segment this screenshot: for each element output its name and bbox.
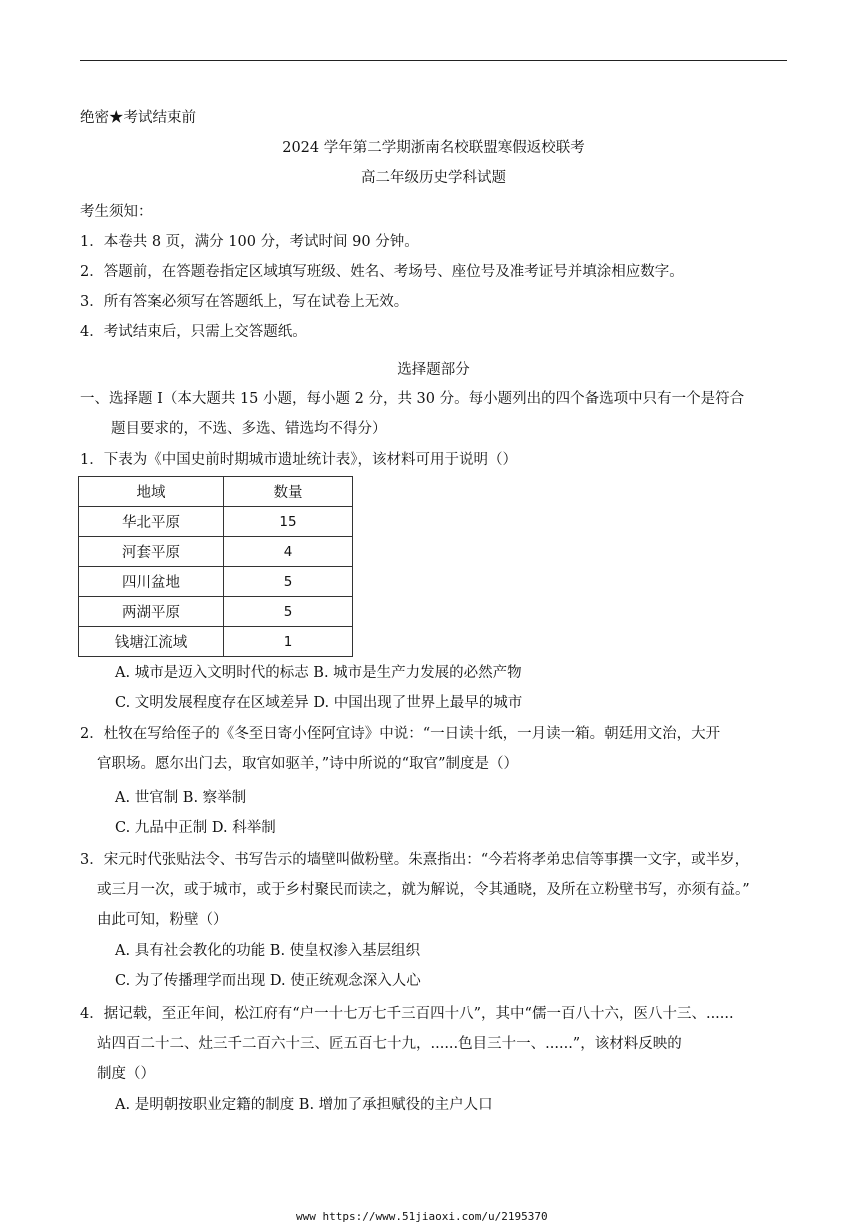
table-cell-region: 钱塘江流域 <box>79 627 224 657</box>
table-row <box>79 507 353 537</box>
footer-url: www https://www.51jiaoxi.com/u/2195370 <box>296 1210 548 1223</box>
table-header-cell: 数量 <box>224 477 353 507</box>
table-cell-region: 河套平原 <box>79 537 224 567</box>
q3-stem: 3．宋元时代张贴法令、书写告示的墙壁叫做粉壁。朱熹指出：“今若将孝弟忠信等事撰一文字，或半岁， <box>80 852 750 868</box>
q3-stem-cont: 由此可知，粉壁（） <box>97 912 228 928</box>
table-cell-region: 两湖平原 <box>79 597 224 627</box>
instruction-item: 3．所有答案必须写在答题纸上，写在试卷上无效。 <box>80 294 409 310</box>
table-header-cell: 地域 <box>79 477 224 507</box>
exam-title: 2024 学年第二学期浙南名校联盟寒假返校联考 <box>282 140 585 156</box>
q3-options: C. 为了传播理学而出现 D. 使正统观念深入人心 <box>115 973 421 989</box>
section-intro-cont: 题目要求的，不选、多选、错选均不得分） <box>111 421 387 437</box>
q2-options: C. 九品中正制 D. 科举制 <box>115 820 276 836</box>
table-header-row <box>79 477 353 507</box>
table-row <box>79 567 353 597</box>
q2-stem-cont: 官职场。愿尔出门去，取官如驱羊，”诗中所说的“取官”制度是（） <box>97 756 518 772</box>
q3-options: A. 具有社会教化的功能 B. 使皇权渗入基层组织 <box>115 943 421 959</box>
table-cell-count: 1 <box>224 627 353 657</box>
q4-stem-cont: 站四百二十二、灶三千二百六十三、匠五百七十九，......色目三十一、......”，该材料反映的 <box>97 1036 682 1052</box>
exam-subtitle: 高二年级历史学科试题 <box>361 170 506 186</box>
table-row <box>79 627 353 657</box>
instruction-item: 4．考试结束后，只需上交答题纸。 <box>80 324 307 340</box>
table-cell-count: 5 <box>224 597 353 627</box>
confidential-label: 绝密★考试结束前 <box>80 110 196 126</box>
q1-options: A. 城市是迈入文明时代的标志 B. 城市是生产力发展的必然产物 <box>115 665 522 681</box>
q1-options: C. 文明发展程度存在区域差异 D. 中国出现了世界上最早的城市 <box>115 695 523 711</box>
q4-options: A. 是明朝按职业定籍的制度 B. 增加了承担赋役的主户人口 <box>115 1097 493 1113</box>
city-sites-table <box>78 476 353 657</box>
q2-stem: 2．杜牧在写给侄子的《冬至日寄小侄阿宜诗》中说：“一日读十纸，一月读一箱。朝廷用文治，大开 <box>80 726 721 742</box>
instruction-item: 2．答题前，在答题卷指定区域填写班级、姓名、考场号、座位号及准考证号并填涂相应数字。 <box>80 264 684 280</box>
header-rule <box>80 60 787 61</box>
q1-stem: 1．下表为《中国史前时期城市遗址统计表》，该材料可用于说明（） <box>80 452 517 468</box>
section-title: 选择题部分 <box>397 362 470 378</box>
q2-options: A. 世官制 B. 察举制 <box>115 790 247 806</box>
q4-stem: 4．据记载，至正年间，松江府有“户一十七万七千三百四十八”，其中“儒一百八十六，医八十三、...... <box>80 1006 734 1022</box>
table-cell-region: 四川盆地 <box>79 567 224 597</box>
instruction-item: 1．本卷共 8 页，满分 100 分，考试时间 90 分钟。 <box>80 234 419 250</box>
table-cell-region: 华北平原 <box>79 507 224 537</box>
instructions-heading: 考生须知： <box>80 204 153 220</box>
table-cell-count: 5 <box>224 567 353 597</box>
section-intro: 一、选择题 I（本大题共 15 小题，每小题 2 分，共 30 分。每小题列出的四个备选项中只有一个是符合 <box>80 391 745 407</box>
q4-stem-cont: 制度（） <box>97 1066 155 1082</box>
table-cell-count: 4 <box>224 537 353 567</box>
table-cell-count: 15 <box>224 507 353 537</box>
table-row <box>79 597 353 627</box>
q3-stem-cont: 或三月一次，或于城市，或于乡村聚民而读之，就为解说，令其通晓，及所在立粉壁书写，亦须有益。” <box>97 882 750 898</box>
table-row <box>79 537 353 567</box>
